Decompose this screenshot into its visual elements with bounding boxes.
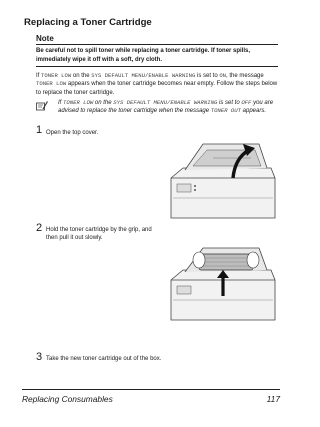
step-1-text: Open the top cover. — [46, 130, 99, 136]
step-3-text: Take the new toner cartridge out of the box. — [46, 356, 162, 362]
note-bottom-divider — [36, 66, 278, 67]
step-1-number: 1 — [36, 124, 43, 136]
memo-text: If TONER LOW on the SYS DEFAULT MENU/ENABLE WARNING is set to OFF you are advised to replace the toner cartridge when the message TONER OUT appears. — [58, 99, 274, 115]
memo-icon — [36, 98, 48, 108]
printer-open-cover-illustration — [163, 138, 281, 226]
printer-remove-cartridge-illustration — [163, 240, 281, 328]
step-3-number: 3 — [36, 351, 43, 363]
step-2-text: Hold the toner cartridge by the grip, and then pull it out slowly. — [46, 227, 152, 242]
note-top-divider — [36, 44, 278, 45]
note-label: Note — [36, 34, 54, 43]
intro-paragraph: If TONER LOW on the SYS DEFAULT MENU/ENABLE WARNING is set to ON, the message TONER LOW appears when the toner cartridge becomes near empty. Follow the steps below to replace the toner cartridge. — [36, 72, 278, 96]
footer-divider — [22, 389, 280, 390]
note-text: Be careful not to spill toner while replacing a toner cartridge. If toner spills, immediately wipe it off with a soft, dry cloth. — [36, 48, 251, 63]
step-2-number: 2 — [36, 222, 43, 234]
page-title: Replacing a Toner Cartridge — [24, 17, 152, 28]
page-number: 117 — [266, 394, 280, 404]
footer-section-title: Replacing Consumables — [22, 394, 113, 404]
